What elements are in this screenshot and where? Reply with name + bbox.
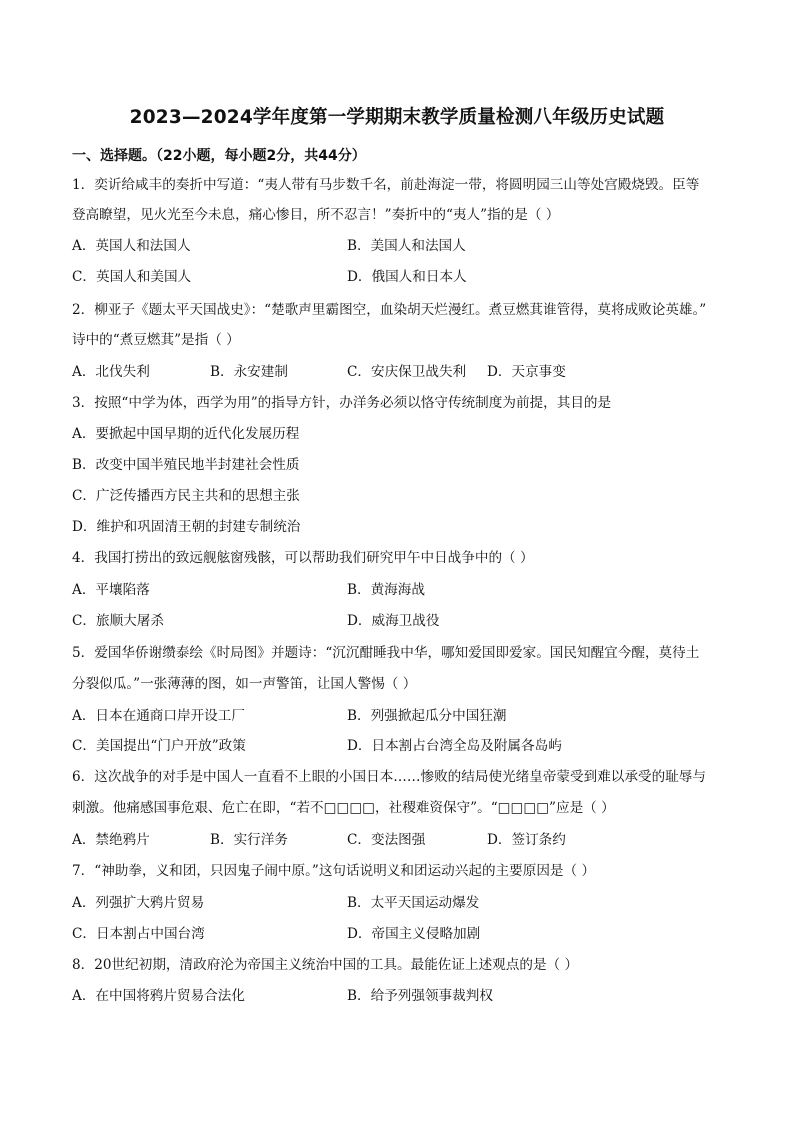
- question-4-option-d: D．威海卫战役: [347, 613, 440, 629]
- question-2-option-c: C．安庆保卫战失利: [347, 364, 467, 380]
- question-2-stem-line-1: 2．柳亚子《题太平天国战史》：“楚歌声里霸图空，血染胡天烂漫红。煮豆燃萁谁管得，莫将成败论英雄。”: [72, 302, 707, 318]
- question-1-option-d: D．俄国人和日本人: [347, 269, 467, 285]
- question-3-option-a: A．要掀起中国早期的近代化发展历程: [72, 426, 300, 442]
- question-1-stem-line-1: 1．奕䜣给咸丰的奏折中写道：“夷人带有马步数千名，前赴海淀一带，将圆明园三山等处宫殿烧毁。臣等: [72, 177, 700, 193]
- section-heading: 一、选择题。（22小题，每小题2分，共44分）: [72, 148, 366, 164]
- question-4-option-c: C．旅顺大屠杀: [72, 613, 164, 629]
- question-7-option-d: D．帝国主义侵略加剧: [347, 926, 481, 942]
- question-7-option-a: A．列强扩大鸦片贸易: [72, 895, 205, 911]
- question-6-option-a: A．禁绝鸦片: [72, 832, 150, 848]
- question-6-option-b: B．实行洋务: [210, 832, 288, 848]
- question-8-stem-line-1: 8．20世纪初期，清政府沦为帝国主义统治中国的工具。最能佐证上述观点的是（ ）: [72, 957, 579, 973]
- question-7-stem-line-1: 7．“神助拳，义和团，只因鬼子闹中原。”这句话说明义和团运动兴起的主要原因是（ ）: [72, 863, 596, 879]
- question-1-option-b: B．美国人和法国人: [347, 238, 466, 254]
- question-2-option-b: B．永安建制: [210, 364, 288, 380]
- question-8-option-b: B．给予列强领事裁判权: [347, 988, 493, 1004]
- question-5-option-a: A．日本在通商口岸开设工厂: [72, 708, 245, 724]
- question-5-option-b: B．列强掀起瓜分中国狂潮: [347, 708, 507, 724]
- question-5-option-c: C．美国提出“门户开放”政策: [72, 738, 246, 754]
- question-1-option-a: A．英国人和法国人: [72, 238, 191, 254]
- question-2-option-d: D．天京事变: [487, 364, 566, 380]
- question-3-option-c: C．广泛传播西方民主共和的思想主张: [72, 488, 300, 504]
- question-5-stem-line-2: 分裂似瓜。”一张薄薄的图，如一声警笛，让国人警惕（ ）: [72, 676, 417, 692]
- question-4-option-b: B．黄海海战: [347, 582, 425, 598]
- question-6-option-d: D．签订条约: [487, 832, 566, 848]
- exam-title: 2023—2024学年度第一学期期末教学质量检测八年级历史试题: [129, 107, 665, 128]
- question-2-option-a: A．北伐失利: [72, 364, 150, 380]
- question-3-option-d: D．维护和巩固清王朝的封建专制统治: [72, 519, 301, 535]
- question-6-option-c: C．变法图强: [347, 832, 426, 848]
- question-1-option-c: C．英国人和美国人: [72, 269, 192, 285]
- question-7-option-b: B．太平天国运动爆发: [347, 895, 480, 911]
- question-4-option-a: A．平壤陷落: [72, 582, 150, 598]
- question-1-stem-line-2: 登高瞭望，见火光至今未息，痛心惨目，所不忍言！”奏折中的“夷人”指的是（ ）: [72, 207, 560, 223]
- question-5-stem-line-1: 5．爱国华侨谢缵泰绘《时局图》并题诗：“沉沉酣睡我中华，哪知爱国即爱家。国民知醒宜今醒，莫待土: [72, 645, 700, 661]
- question-6-stem-line-1: 6．这次战争的对手是中国人一直看不上眼的小国日本……惨败的结局使光绪皇帝蒙受到难以承受的耻辱与: [72, 769, 706, 785]
- question-2-stem-line-2: 诗中的“煮豆燃萁”是指（ ）: [72, 332, 240, 348]
- question-6-stem-line-2: 刺激。他痛感国事危艰、危亡在即，“若不□□□□，社稷难资保守”。“□□□□”应是（ ）: [72, 800, 615, 816]
- question-7-option-c: C．日本割占中国台湾: [72, 926, 205, 942]
- question-8-option-a: A．在中国将鸦片贸易合法化: [72, 988, 245, 1004]
- question-3-option-b: B．改变中国半殖民地半封建社会性质: [72, 457, 300, 473]
- question-5-option-d: D．日本割占台湾全岛及附属各岛屿: [347, 738, 562, 754]
- question-3-stem-line-1: 3．按照“中学为体，西学为用”的指导方针，办洋务必须以恪守传统制度为前提，其目的是: [72, 395, 612, 411]
- question-4-stem-line-1: 4．我国打捞出的致远舰舷窗残骸，可以帮助我们研究甲午中日战争中的（ ）: [72, 550, 534, 566]
